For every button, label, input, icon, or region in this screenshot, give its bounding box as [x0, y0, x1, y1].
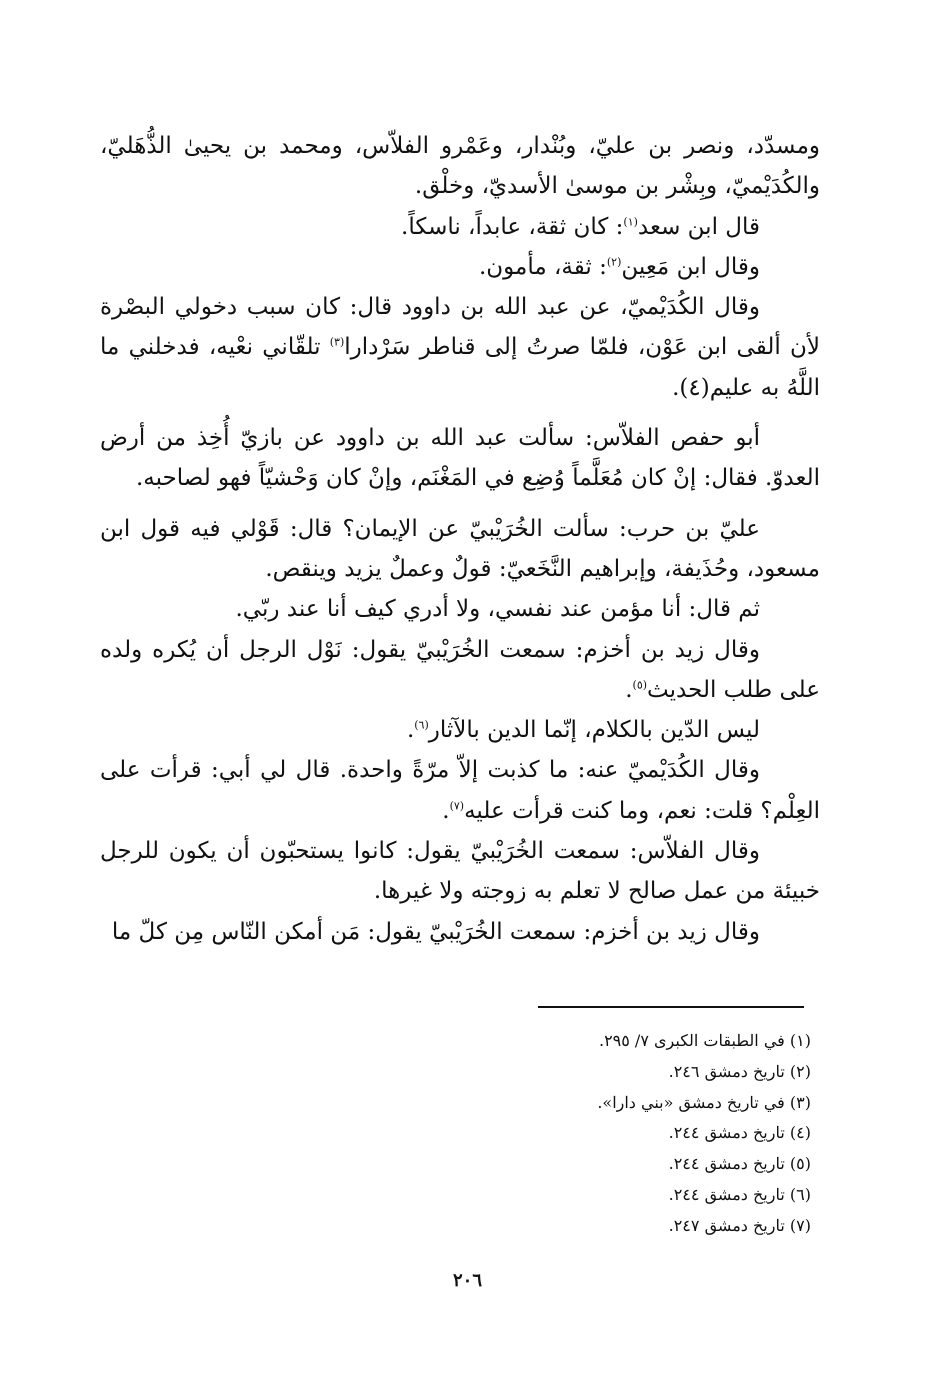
- footnote-reference: (١): [623, 214, 638, 228]
- footnote-number: (٣): [789, 1092, 811, 1112]
- footnote-number: (٢): [789, 1061, 811, 1081]
- footnote-text: تاريخ دمشق ٢٤٤.: [668, 1154, 785, 1174]
- paragraph: [100, 207, 820, 247]
- footnote: [400, 1180, 811, 1211]
- paragraph-text: أبو حفص الفلاّس: سألت عبد الله بن داوود عن بازيّ أُخِذ من أرض العدوّ. فقال: إنْ كان مُعَلَّماً وُضِع في المَغْنَم، وإنْ كان وَحْشيّاً فهو لصاحبه.: [100, 425, 820, 492]
- paragraph-text: وقال الكُدَيْميّ عنه: ما كذبت إلاّ مرّةً واحدة. قال لي أبي: قرأت على العِلْم؟ قلت: نعم، وما كنت قرأت عليه: [100, 757, 820, 824]
- paragraph-text-tail: : ثقة، مأمون.: [478, 253, 607, 280]
- paragraph-text-tail: .: [625, 676, 633, 703]
- paragraph-text: ومسدّد، ونصر بن عليّ، وبُنْدار، وعَمْرو الفلاّس، ومحمد بن يحيىٰ الذُّهَليّ، والكُدَيْميّ، وبِشْر بن موسىٰ الأسديّ، وخلْق.: [100, 133, 820, 200]
- footnote-text: في تاريخ دمشق «بني دارا».: [597, 1092, 785, 1112]
- paragraph: [100, 418, 820, 499]
- paragraph-text: قال ابن سعد: [637, 213, 760, 240]
- footnote-reference: (٥): [632, 678, 648, 692]
- footnote-number: (٦): [789, 1184, 811, 1204]
- paragraph: [100, 630, 820, 711]
- footnote: [400, 1026, 811, 1057]
- paragraph-text: وقال زيد بن أخزم: سمعت الخُرَيْبيّ يقول: مَن أمكن النّاس مِن كلّ ما: [111, 918, 760, 945]
- paragraph-text: وقال الكُدَيْميّ، عن عبد الله بن داوود قال: كان سبب دخولي البصْرة لأن ألقى ابن عَوْن، فلمّا صرتُ إلى قناطر سَرْدارا: [100, 294, 820, 361]
- footnote-text: تاريخ دمشق ٢٤٤.: [668, 1184, 785, 1204]
- footnote: [400, 1088, 811, 1119]
- footnote-text: في الطبقات الكبرى ٧/ ٢٩٥.: [598, 1031, 785, 1050]
- footnote-number: (٧): [789, 1215, 811, 1235]
- footnote: [400, 1118, 811, 1149]
- paragraph-text: وقال زيد بن أخزم: سمعت الخُرَيْبيّ يقول: نَوْل الرجل أن يُكره ولده على طلب الحديث: [100, 636, 820, 703]
- footnote-text: تاريخ دمشق ٢٤٦.: [668, 1061, 785, 1081]
- footnote-divider: [538, 1006, 804, 1008]
- paragraph-text-tail: : كان ثقة، عابداً، ناسكاً.: [401, 213, 624, 240]
- paragraph: [100, 831, 820, 912]
- paragraph: [100, 750, 820, 831]
- footnote-reference: (٦): [414, 718, 429, 732]
- paragraph-text: ليس الدّين بالكلام، إنّما الدين بالآثار: [428, 717, 760, 744]
- footnote-text: تاريخ دمشق ٢٤٧.: [668, 1215, 785, 1235]
- paragraph: [100, 912, 820, 952]
- paragraph-text: عليّ بن حرب: سألت الخُرَيْبيّ عن الإيمان؟ قال: قَوْلي فيه قول ابن مسعود، وحُذَيفة، وإبراهيم النَّخَعيّ: قولٌ وعملٌ يزيد وينقص.: [100, 515, 820, 582]
- paragraph: [100, 589, 820, 629]
- footnote-number: (١): [789, 1031, 811, 1050]
- footnote-reference: (٣): [329, 335, 345, 349]
- footnote-reference: (٢): [606, 255, 622, 269]
- footnote: [400, 1057, 811, 1088]
- paragraph: [100, 509, 820, 590]
- footnote-reference: (٧): [449, 799, 465, 813]
- page-number: ٢٠٦: [452, 1270, 482, 1291]
- paragraph-text: وقال ابن مَعِين: [621, 253, 760, 280]
- footnote-number: (٤): [789, 1123, 811, 1143]
- footnotes: [400, 1026, 811, 1242]
- footnote-number: (٥): [789, 1154, 811, 1174]
- footnote: [400, 1149, 811, 1180]
- paragraph-text-tail: .: [406, 717, 415, 744]
- paragraph-text: ثم قال: أنا مؤمن عند نفسي، ولا أدري كيف أنا عند ربّي.: [235, 596, 760, 623]
- paragraph: [100, 126, 820, 207]
- paragraph: [100, 287, 820, 408]
- paragraph: [100, 710, 820, 750]
- footnote: [400, 1211, 811, 1242]
- footnote-text: تاريخ دمشق ٢٤٤.: [668, 1123, 785, 1143]
- paragraph: [100, 247, 820, 287]
- paragraph-text-tail: تلقّاني نعْيه، فدخلني ما اللَّهُ به عليم(٤).: [100, 334, 820, 401]
- main-text: [100, 126, 820, 952]
- paragraph-text-tail: .: [442, 797, 450, 824]
- paragraph-text: وقال الفلاّس: سمعت الخُرَيْبيّ يقول: كانوا يستحبّون أن يكون للرجل خبيئة من عمل صالح لا تعلم به زوجته ولا غيرها.: [100, 838, 820, 905]
